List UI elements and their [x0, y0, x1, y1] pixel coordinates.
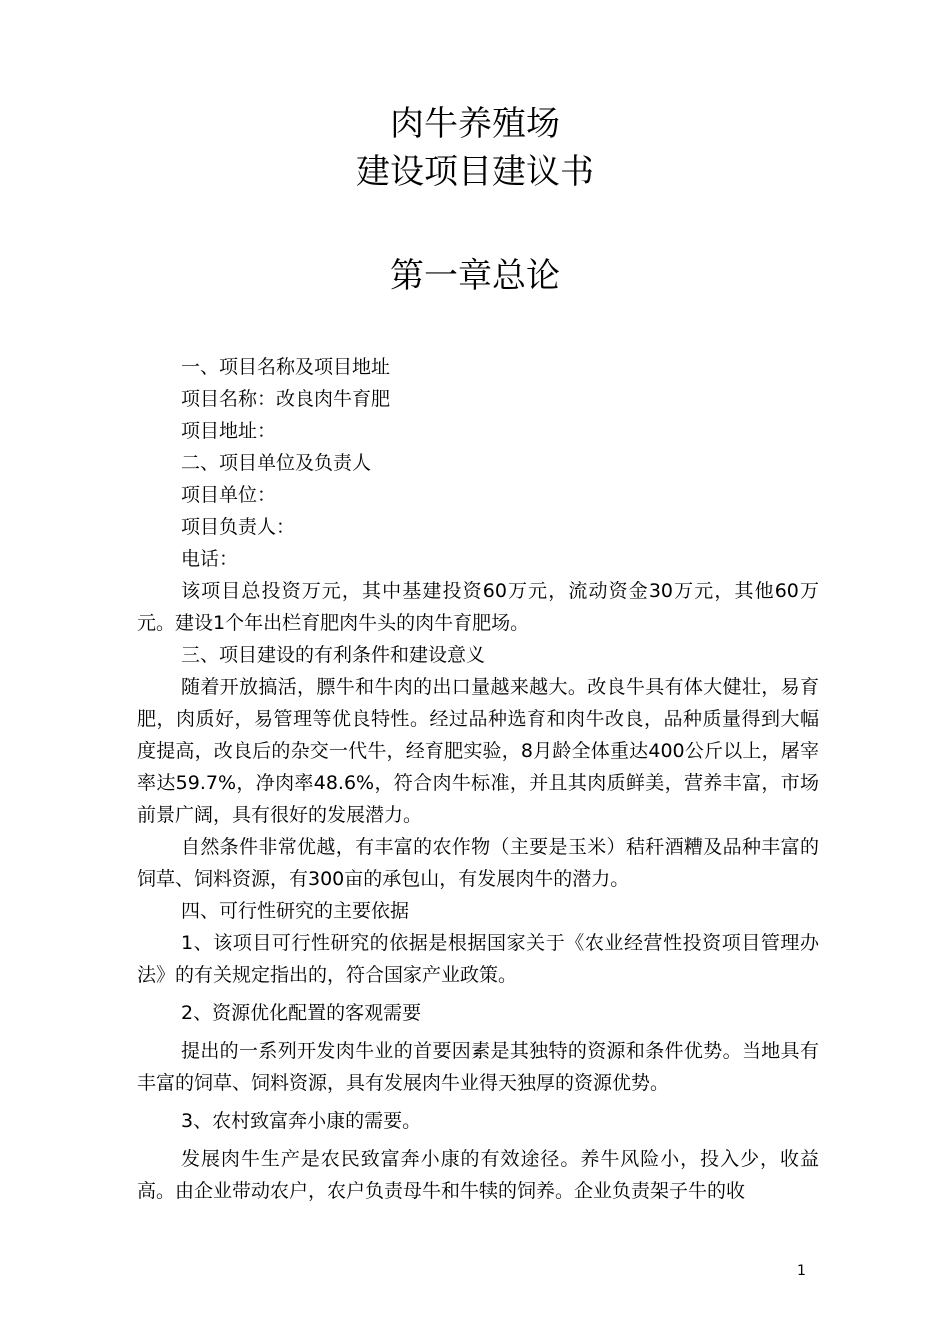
- document-title-line-2: 建设项目建议书: [356, 152, 594, 192]
- document-body: [137, 351, 819, 1207]
- section-heading-2: 二、项目单位及负责人: [181, 452, 372, 474]
- document-title-line-1: 肉牛养殖场: [390, 104, 560, 144]
- chapter-title: 第一章总论: [390, 256, 560, 296]
- page-number: 1: [797, 1263, 806, 1279]
- resource-paragraph: 提出的一系列开发肉牛业的首要因素是其独特的资源和条件优势。当地具有丰富的饲草、饲料资源，具有发展肉牛业得天独厚的资源优势。: [137, 1040, 819, 1094]
- section-heading-3: 三、项目建设的有利条件和建设意义: [181, 644, 486, 666]
- basis-item-1: 1、该项目可行性研究的依据是根据国家关于《农业经营性投资项目管理办法》的有关规定指出的，符合国家产业政策。: [137, 932, 819, 986]
- project-address-line: 项目地址：: [181, 420, 277, 442]
- phone-line: 电话：: [181, 548, 239, 570]
- project-unit-line: 项目单位：: [181, 484, 277, 506]
- section-heading-1: 一、项目名称及项目地址: [181, 356, 391, 378]
- natural-conditions-paragraph: 自然条件非常优越，有丰富的农作物（主要是玉米）秸秆酒糟及品种丰富的饲草、饲料资源，有300亩的承包山，有发展肉牛的潜力。: [137, 836, 819, 890]
- conditions-paragraph: 随着开放搞活，膘牛和牛肉的出口量越来越大。改良牛具有体大健壮，易育肥，肉质好，易管理等优良特性。经过品种选育和肉牛改良，品种质量得到大幅度提高，改良后的杂交一代牛，经育肥实验，8月龄全体重达400公斤以上，屠宰率达59.7%，净肉率48.6%，符合肉牛标准，并且其肉质鲜美，营养丰富，市场前景广阔，具有很好的发展潜力。: [137, 676, 819, 826]
- section-heading-4: 四、可行性研究的主要依据: [181, 900, 410, 922]
- basis-item-3: 3、农村致富奔小康的需要。: [181, 1110, 422, 1132]
- development-paragraph: 发展肉牛生产是农民致富奔小康的有效途径。养牛风险小，投入少，收益高。由企业带动农户，农户负责母牛和牛犊的饲养。企业负责架子牛的收: [137, 1148, 819, 1202]
- project-leader-line: 项目负责人：: [181, 516, 296, 538]
- investment-paragraph: 该项目总投资万元，其中基建投资60万元，流动资金30万元，其他60万元。建设1个年出栏育肥肉牛头的肉牛育肥场。: [137, 580, 819, 634]
- project-name-line: 项目名称：改良肉牛育肥: [181, 388, 391, 410]
- basis-item-2: 2、资源优化配置的客观需要: [181, 1002, 422, 1024]
